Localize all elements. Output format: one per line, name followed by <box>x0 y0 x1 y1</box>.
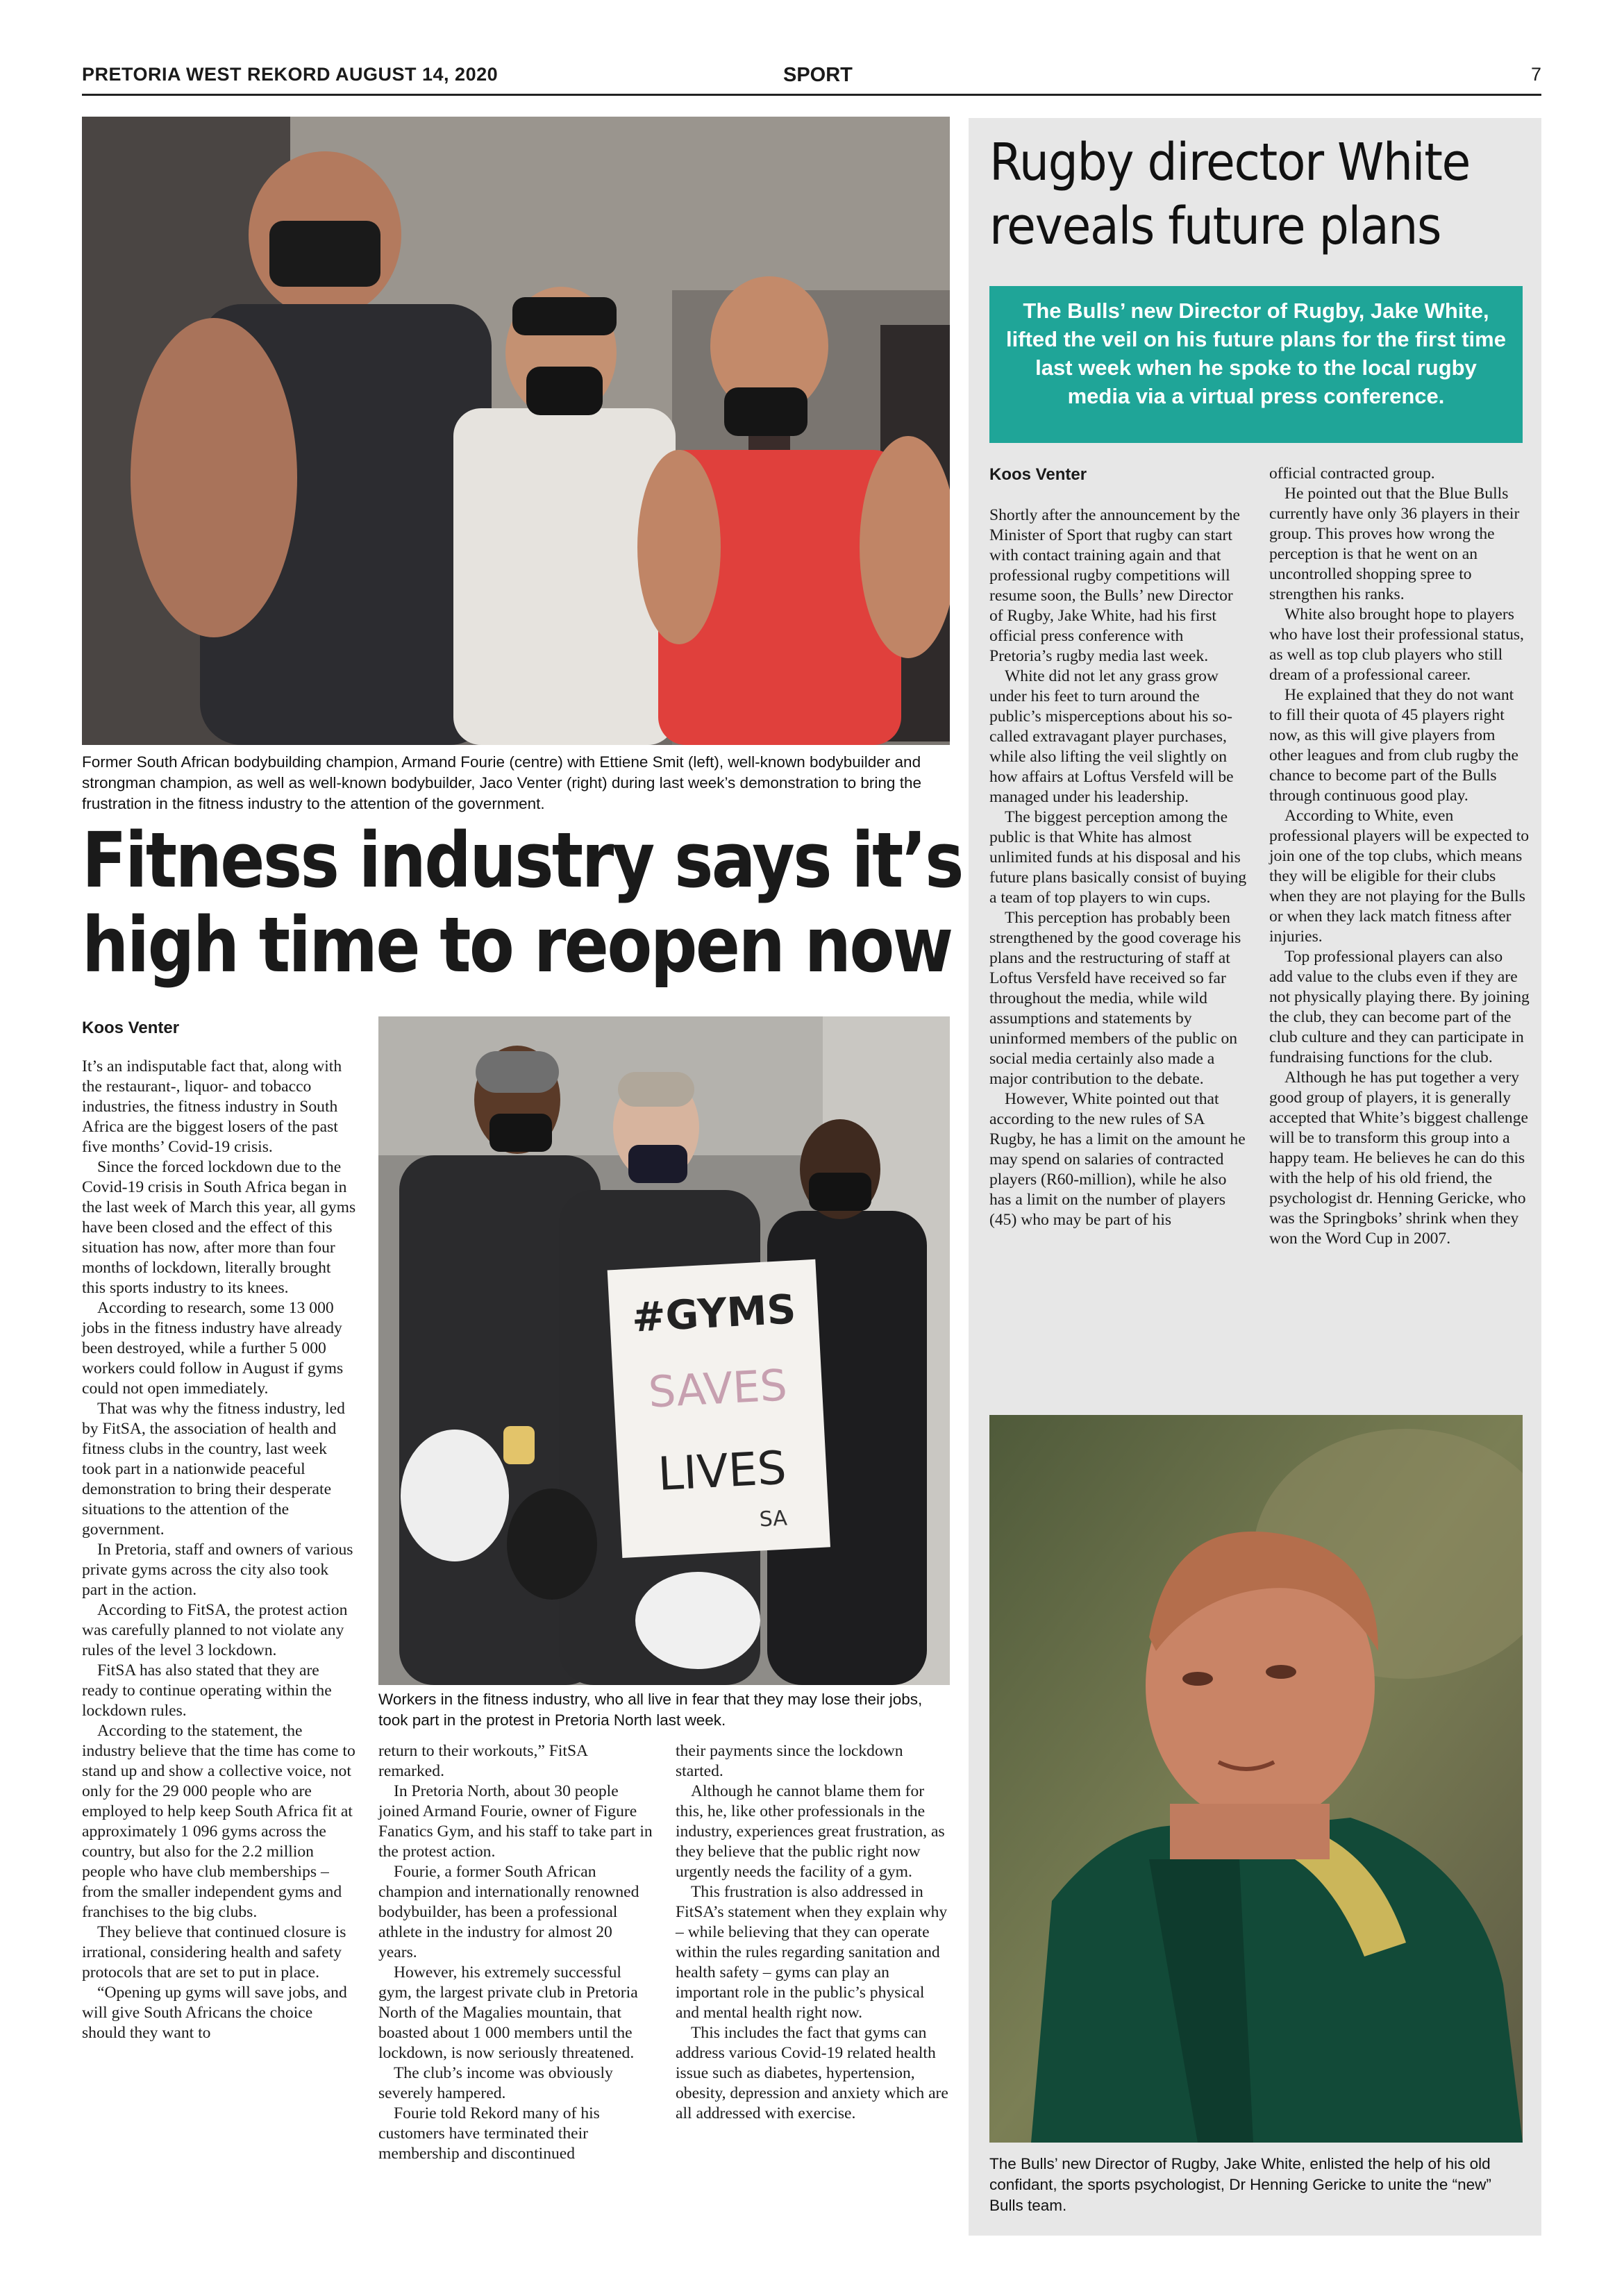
rugby-byline: Koos Venter <box>989 465 1087 484</box>
paragraph: Although he has put together a very good group of players, it is generally accepted that White’s biggest challenge will be to transform this group into a happy team. He believes he can do this with the help of his old friend, the psychologist dr. Henning Gericke, who was the Springboks’ shrink when they won the Word Cup in 2007. <box>1269 1069 1528 1248</box>
paragraph: FitSA has also stated that they are ready to continue operating within the lockdown rules. <box>82 1661 332 1720</box>
paragraph: official contracted group. <box>1269 464 1435 483</box>
paragraph: The club’s income was obviously severely hampered. <box>378 2064 613 2102</box>
paragraph: Shortly after the announcement by the Minister of Sport that rugby can start with contact training again and that professional rugby competitions will resume soon, the Bulls’ new Director of Rugby, Jake White, had his first official press conference with Pretoria’s rugby media last week. <box>989 506 1241 665</box>
paragraph: However, White pointed out that according to the new rules of SA Rugby, he has a limit on the amount he may spend on salaries of contracted players (R60-million), while he also has a limit on the number of players (45) who may be part of his <box>989 1090 1246 1229</box>
gym-workers-photo-caption: Workers in the fitness industry, who all live in fear that they may lose their jobs, took part in the protest in Pretoria North last week. <box>378 1691 923 1729</box>
paragraph: According to research, some 13 000 jobs in the fitness industry have already been destroyed, while a further 5 000 workers could follow in August if gyms could not open immediately. <box>82 1299 344 1398</box>
paragraph: However, his extremely successful gym, the largest private club in Pretoria North of the Magalies mountain, that boasted about 1 000 members until the lockdown, is now seriously threatened. <box>378 1963 638 2062</box>
paragraph: This perception has probably been strengthened by the good coverage his plans and the restructuring of staff at Loftus Versfeld have received so far throughout the media, while wild assumptions and statements by uninformed members of the public on social media certainly also made a major contribution to the debate. <box>989 909 1241 1088</box>
paragraph: White also brought hope to players who have lost their professional status, as well as top club players who still dream of a professional career. <box>1269 605 1524 684</box>
paragraph: Top professional players can also add value to the clubs even if they are not physically playing there. By joining the club, they can become part of the club culture and they can participate in fundraising functions for the club. <box>1269 948 1530 1066</box>
paragraph: Fourie told Rekord many of his customers have terminated their membership and discontinued <box>378 2104 600 2163</box>
paragraph: In Pretoria, staff and owners of various private gyms across the city also took part in the action. <box>82 1541 353 1599</box>
paragraph: They believe that continued closure is irrational, considering health and safety protocols that are set to put in place. <box>82 1923 346 1981</box>
bodybuilders-photo <box>82 117 950 745</box>
jake-white-photo-caption: The Bulls’ new Director of Rugby, Jake White, enlisted the help of his old confidant, the sports psychologist, Dr Henning Gericke to unite the “new” Bulls team. <box>989 2155 1491 2214</box>
paragraph: According to FitSA, the protest action was carefully planned to not violate any rules of the level 3 lockdown. <box>82 1601 348 1659</box>
paragraph: According to White, even professional players will be expected to join one of the top clubs, which means they will be eligible for their clubs when they are not playing for the Bulls or when they lack match fitness after injuries. <box>1269 807 1530 946</box>
jake-white-photo <box>989 1415 1523 2143</box>
paragraph: their payments since the lockdown started. <box>676 1742 903 1780</box>
fitness-column-3 <box>676 1741 950 2124</box>
paragraph: “Opening up gyms will save jobs, and will give South Africans the choice should they want to <box>82 1984 347 2042</box>
paragraph: The biggest perception among the public is that White has almost unlimited funds at his disposal and his future plans basically consist of buying a team of top players to win cups. <box>989 808 1247 907</box>
fitness-column-2 <box>378 1741 653 2164</box>
section-label: SPORT <box>783 64 853 86</box>
sign-line-1: #GYMS <box>630 1285 797 1341</box>
rugby-standfirst: The Bulls’ new Director of Rugby, Jake White, lifted the veil on his future plans for the first time last week when he spoke to the local rugby media via a virtual press conference. <box>989 286 1523 443</box>
paragraph: He explained that they do not want to fill their quota of 45 players right now, as this will give players from other leagues and from club rugby the chance to become part of the Bulls through continuous good play. <box>1269 686 1519 805</box>
gym-workers-photo <box>378 1016 950 1685</box>
paragraph: In Pretoria North, about 30 people joined Armand Fourie, owner of Figure Fanatics Gym, and his staff to take part in the protest action. <box>378 1782 653 1861</box>
fitness-headline-line2: high time to reopen now <box>82 900 952 989</box>
page-header <box>82 64 1541 96</box>
paragraph: White did not let any grass grow under his feet to turn around the public’s misperceptions about his so-called extravagant player purchases, while also lifting the veil slightly on how affairs at Loftus Versfeld will be managed under his leadership. <box>989 667 1234 806</box>
paragraph: Since the forced lockdown due to the Covid-19 crisis in South Africa began in the last week of March this year, all gyms have been closed and the effect of this situation has now, after more than four months of lockdown, literally brought this sports industry to its knees. <box>82 1158 356 1297</box>
rugby-sidebar <box>969 118 1541 2236</box>
page-number: 7 <box>1530 64 1541 85</box>
publication-date: PRETORIA WEST REKORD AUGUST 14, 2020 <box>82 64 499 85</box>
paragraph: That was why the fitness industry, led by FitSA, the association of health and fitness clubs in the country, last week took part in a nationwide peaceful demonstration to bring their desperate situations to the attention of the government. <box>82 1400 345 1539</box>
paragraph: It’s an indisputable fact that, along with the restaurant-, liquor- and tobacco industries, the fitness industry in South Africa are the biggest losers of the past five months’ Covid-19 crisis. <box>82 1057 342 1156</box>
paragraph: Fourie, a former South African champion and internationally renowned bodybuilder, has been a professional athlete in the industry for almost 20 years. <box>378 1863 639 1961</box>
paragraph: Although he cannot blame them for this, he, like other professionals in the industry, experiences great frustration, as they believe that the public right now urgently needs the facility of a gym. <box>676 1782 945 1881</box>
sign-line-4: SA <box>758 1506 788 1532</box>
sign-line-3: LIVES <box>656 1441 788 1502</box>
rugby-headline: Rugby director White reveals future plans <box>989 133 1471 256</box>
paragraph: This frustration is also addressed in FitSA’s statement when they explain why – while believing that they can operate within the rules regarding sanitation and health safety – gyms can play an important role in the public’s physical and mental health right now. <box>676 1883 948 2022</box>
paragraph: He pointed out that the Blue Bulls currently have only 36 players in their group. This proves how wrong the perception is that he went on an uncontrolled shopping spree to strengthen his ranks. <box>1269 485 1520 603</box>
bodybuilders-photo-caption: Former South African bodybuilding champion, Armand Fourie (centre) with Ettiene Smit (left), well-known bodybuilder and strongman champion, as well as well-known bodybuilder, Jaco Venter (right) during last week’s demonstration to bring the frustration in the fitness industry to the attention of the government. <box>82 753 921 812</box>
rugby-column-1 <box>989 505 1250 1230</box>
rugby-column-2 <box>1269 464 1530 1249</box>
paragraph: According to the statement, the industry believe that the time has come to stand up and show a collective voice, not only for the 29 000 people who are employed to help keep South Africa fit at approximately 1 096 gyms across the country, but also for the 2.2 million people who have club memberships – from the smaller independent gyms and franchises to the big clubs. <box>82 1722 355 1921</box>
paragraph: return to their workouts,” FitSA remarked. <box>378 1742 587 1780</box>
fitness-column-1 <box>82 1057 356 2043</box>
sign-line-2: SAVES <box>647 1359 789 1418</box>
fitness-byline: Koos Venter <box>82 1019 180 1037</box>
fitness-headline <box>82 816 962 989</box>
fitness-headline-line1: Fitness industry says it’s <box>82 816 962 905</box>
paragraph: This includes the fact that gyms can address various Covid-19 related health issue such as diabetes, hypertension, obesity, depression and anxiety which are all addressed with exercise. <box>676 2024 948 2122</box>
